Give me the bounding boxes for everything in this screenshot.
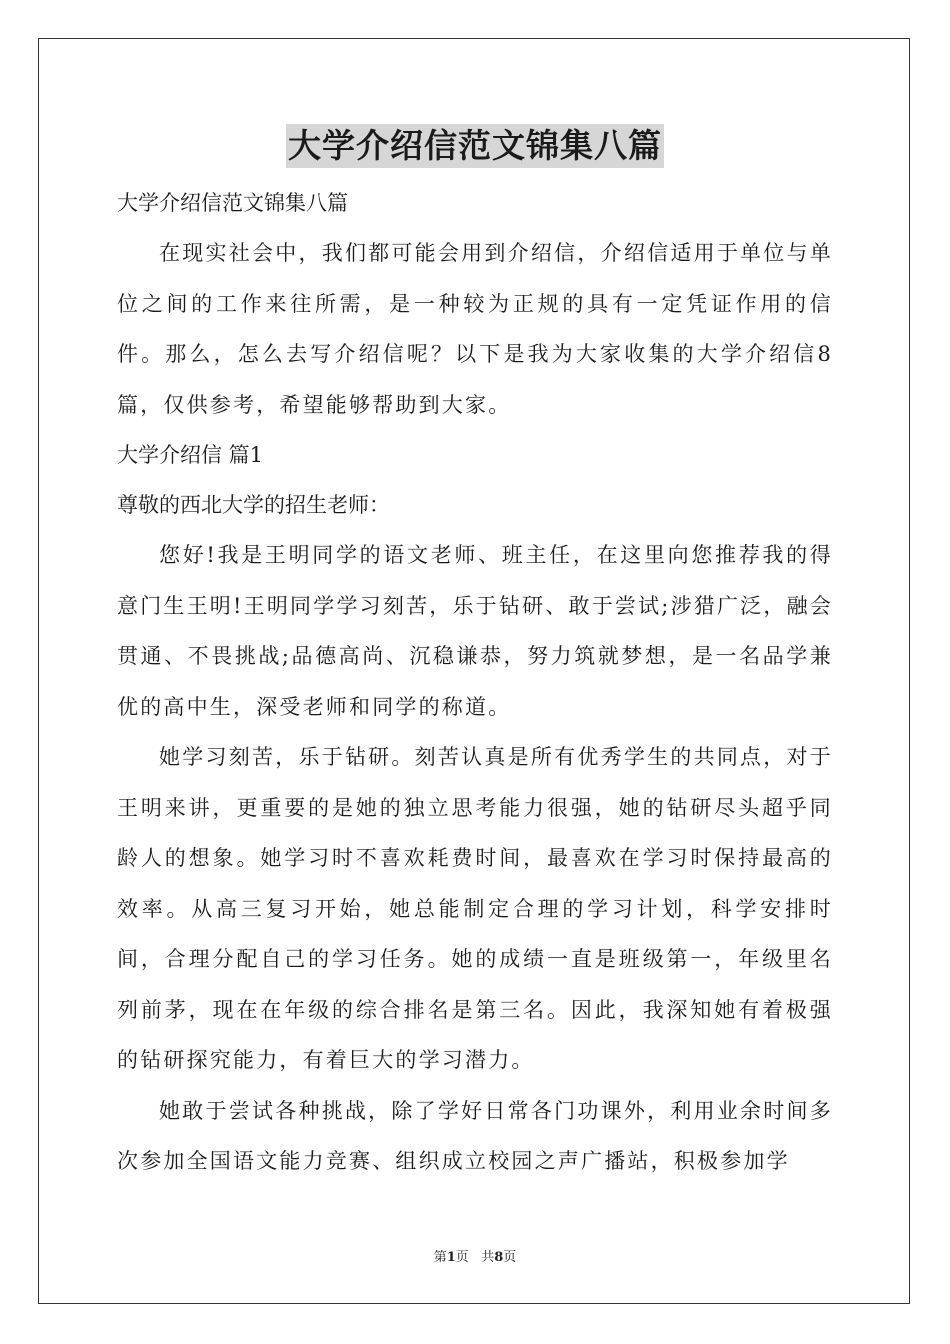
footer-page-suffix: 页 — [503, 1250, 517, 1265]
page-footer — [0, 1246, 950, 1265]
footer-page-mid: 页 共 — [455, 1250, 495, 1265]
title-container — [0, 124, 950, 168]
footer-page-prefix: 第 — [433, 1250, 447, 1265]
document-body — [117, 178, 833, 1187]
body-paragraph-1: 您好!我是王明同学的语文老师、班主任，在这里向您推荐我的得意门生王明!王明同学学习刻苦，乐于钻研、敢于尝试;涉猎广泛，融会贯通、不畏挑战;品德高尚、沉稳谦恭，努力筑就梦想，是一名品学兼优的高中生，深受老师和同学的称道。 — [117, 543, 833, 719]
footer-page-total: 8 — [494, 1250, 504, 1265]
document-subtitle: 大学介绍信范文锦集八篇 — [117, 191, 348, 215]
intro-paragraph: 在现实社会中，我们都可能会用到介绍信，介绍信适用于单位与单位之间的工作来往所需，是一种较为正规的具有一定凭证作用的信件。那么，怎么去写介绍信呢？以下是我为大家收集的大学介绍信8篇，仅供参考，希望能够帮助到大家。 — [117, 241, 833, 417]
body-paragraph-2: 她学习刻苦，乐于钻研。刻苦认真是所有优秀学生的共同点，对于王明来讲，更重要的是她的独立思考能力很强，她的钻研尽头超乎同龄人的想象。她学习时不喜欢耗费时间，最喜欢在学习时保持最高的效率。从高三复习开始，她总能制定合理的学习计划，科学安排时间，合理分配自己的学习任务。她的成绩一直是班级第一，年级里名列前茅，现在在年级的综合排名是第三名。因此，我深知她有着极强的钻研探究能力，有着巨大的学习潜力。 — [117, 745, 833, 1072]
footer-page-current: 1 — [446, 1250, 456, 1265]
document-title: 大学介绍信范文锦集八篇 — [286, 124, 664, 168]
body-paragraph-3: 她敢于尝试各种挑战，除了学好日常各门功课外，利用业余时间多次参加全国语文能力竞赛、组织成立校园之声广播站，积极参加学 — [117, 1098, 833, 1173]
salutation: 尊敬的西北大学的招生老师： — [117, 493, 390, 517]
section-heading: 大学介绍信 篇1 — [117, 443, 264, 467]
